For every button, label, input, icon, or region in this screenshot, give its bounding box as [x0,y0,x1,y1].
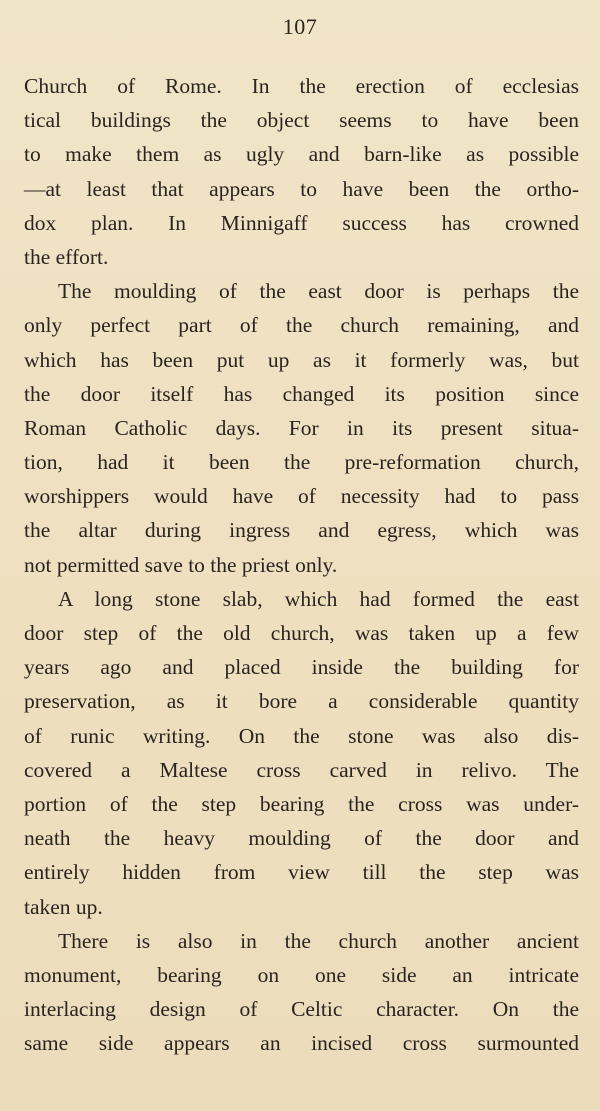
text-line: Church of Rome. In the erection of ecclesias [24,74,579,98]
body-text [24,69,579,1060]
text-line: preservation, as it bore a considerable quantity [24,689,579,714]
text-line: entirely hidden from view till the step was [24,860,579,885]
paragraph [24,924,579,1061]
text-line: the effort. [24,244,109,269]
text-line: portion of the step bearing the cross was under- [24,791,579,816]
text-line: interlacing design of Celtic character. On the [24,997,579,1022]
text-line: neath the heavy moulding of the door and [24,826,579,851]
text-line: to make them as ugly and barn-like as possible [24,142,579,167]
text-line: tion, had it been the pre-reformation church, [24,450,579,475]
text-line: worshippers would have of necessity had to pass [24,484,579,509]
text-line: A long stone slab, which had formed the east [58,586,579,611]
text-line: —at least that appears to have been the ortho- [24,176,579,201]
text-line: not permitted save to the priest only. [24,552,338,577]
text-line: which has been put up as it formerly was, but [24,347,579,372]
text-line: Roman Catholic days. For in its present situa- [24,415,579,440]
text-line: monument, bearing on one side an intricate [24,962,579,987]
text-line: door step of the old church, was taken up a few [24,621,579,645]
text-line: of runic writing. On the stone was also dis- [24,723,579,748]
text-line: There is also in the church another ancient [58,928,579,953]
text-line: same side appears an incised cross surmounted [24,1031,579,1056]
text-line: taken up. [24,894,103,919]
text-line: tical buildings the object seems to have been [24,108,579,133]
paragraph [24,582,579,924]
text-line: dox plan. In Minnigaff success has crowned [24,210,579,235]
page-number: 107 [282,14,318,39]
text-line: covered a Maltese cross carved in relivo. The [24,757,579,782]
text-line: The moulding of the east door is perhaps the [58,279,579,304]
text-line: the altar during ingress and egress, which was [24,518,579,543]
text-line: the door itself has changed its position since [24,381,579,406]
text-line: only perfect part of the church remaining, and [24,313,579,338]
text-line: years ago and placed inside the building for [24,655,579,680]
paragraph [24,274,579,582]
paragraph [24,69,579,274]
